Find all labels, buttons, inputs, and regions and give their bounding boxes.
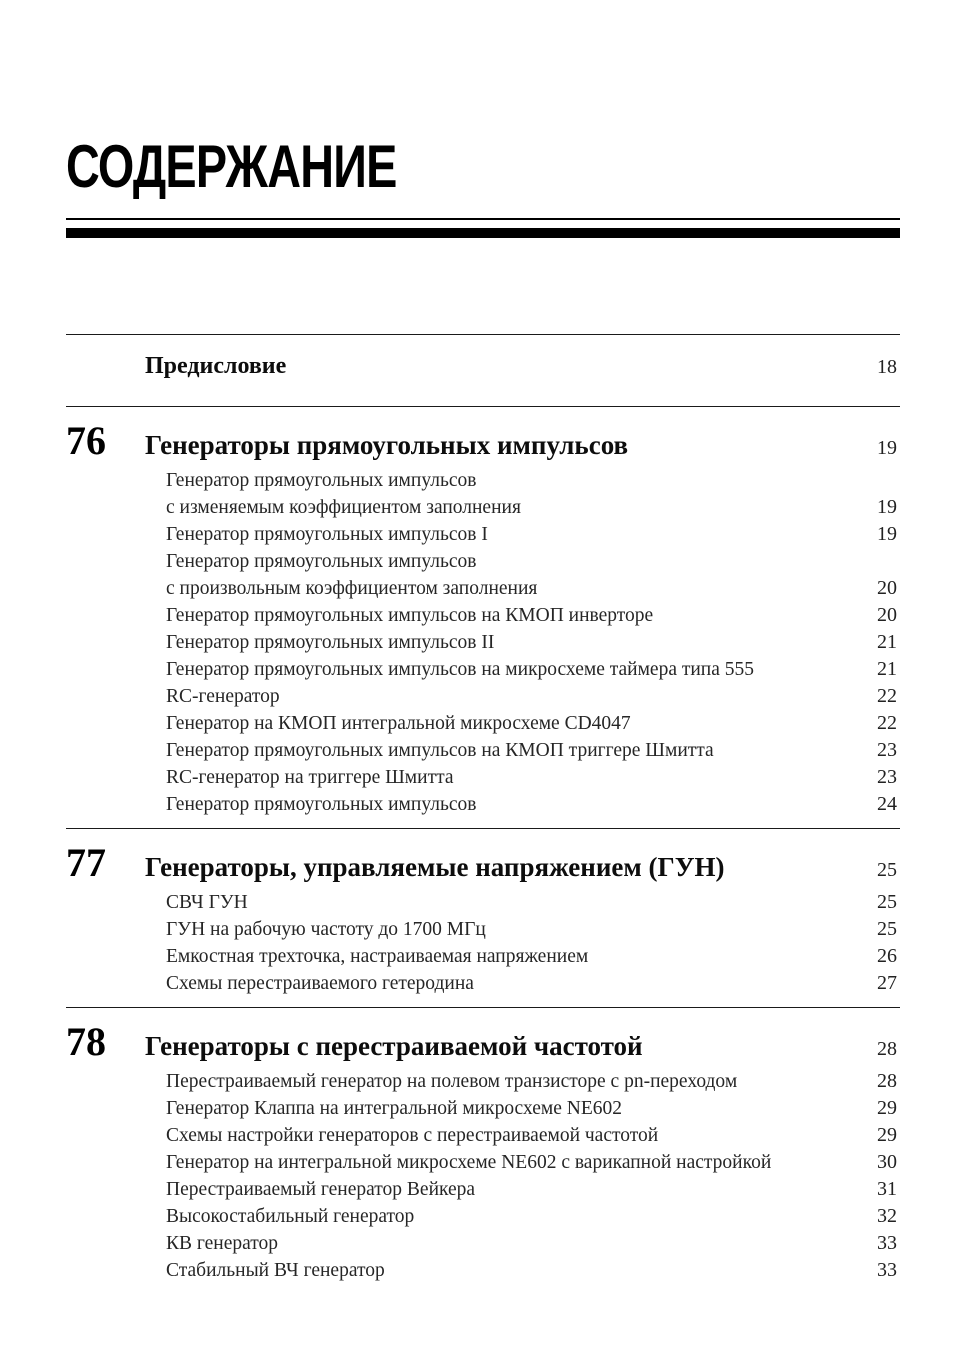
title-rule-thin-line xyxy=(66,218,900,220)
chapter-number: 76 xyxy=(66,418,106,463)
chapter-heading-row xyxy=(66,841,900,889)
chapter-section xyxy=(66,1007,900,1294)
chapter-heading-row xyxy=(66,419,900,467)
toc-entry-page-number: 24 xyxy=(877,793,897,815)
chapter-page-number: 28 xyxy=(877,1038,897,1060)
toc-entry-page-number: 30 xyxy=(877,1151,897,1173)
toc-entry-title: Генератор прямоугольных импульсов xyxy=(166,470,477,491)
toc-entry-row xyxy=(66,656,900,683)
toc-entry-row xyxy=(66,710,900,737)
toc-entry-row xyxy=(66,1257,900,1284)
toc-entry-page-number: 29 xyxy=(877,1097,897,1119)
toc-entry-title: Генератор прямоугольных импульсов на КМОП триггере Шмитта xyxy=(166,740,714,761)
toc-entry-title: Генератор прямоугольных импульсов на микросхеме таймера типа 555 xyxy=(166,659,755,680)
toc-entry-page-number: 32 xyxy=(877,1205,897,1227)
toc-entry-row xyxy=(66,494,900,521)
toc-entry-page-number: 29 xyxy=(877,1124,897,1146)
toc-entry-row xyxy=(66,764,900,791)
chapter-number: 78 xyxy=(66,1019,106,1064)
toc-entry-row xyxy=(66,467,900,494)
preface-title: Предисловие xyxy=(145,353,287,379)
toc-entry-row xyxy=(66,1230,900,1257)
toc-entry-title: RC-генератор xyxy=(166,686,280,707)
page-title: СОДЕРЖАНИЕ xyxy=(66,133,397,200)
toc-entry-page-number: 19 xyxy=(877,523,897,545)
preface-row xyxy=(66,334,900,406)
title-rule xyxy=(66,218,900,238)
toc-entry-title: с изменяемым коэффициентом заполнения xyxy=(166,497,521,518)
toc-entry-row xyxy=(66,1095,900,1122)
toc-entry-row xyxy=(66,548,900,575)
chapter-section xyxy=(66,406,900,828)
toc-entry-title: Схемы перестраиваемого гетеродина xyxy=(166,973,474,994)
toc-entry-page-number: 19 xyxy=(877,496,897,518)
chapter-title: Генераторы с перестраиваемой частотой xyxy=(145,1031,643,1061)
toc-entry-row xyxy=(66,575,900,602)
toc-entry-row xyxy=(66,791,900,818)
toc-entry-row xyxy=(66,737,900,764)
toc-entry-row xyxy=(66,1068,900,1095)
chapter-page-number: 25 xyxy=(877,859,897,881)
toc-entry-row xyxy=(66,916,900,943)
toc-entry-title: ГУН на рабочую частоту до 1700 МГц xyxy=(166,919,486,940)
toc-entry-row xyxy=(66,970,900,997)
toc-entry-row xyxy=(66,683,900,710)
chapter-heading-row xyxy=(66,1020,900,1068)
toc-entry-page-number: 23 xyxy=(877,739,897,761)
toc-entry-title: СВЧ ГУН xyxy=(166,892,248,913)
chapters xyxy=(66,406,900,1294)
toc-entry-title: Генератор прямоугольных импульсов xyxy=(166,551,477,572)
toc-entry-title: Генератор прямоугольных импульсов I xyxy=(166,524,488,545)
toc-entry-title: Генератор прямоугольных импульсов на КМОП инверторе xyxy=(166,605,654,626)
toc-entry-page-number: 33 xyxy=(877,1259,897,1281)
toc-entry-row xyxy=(66,1203,900,1230)
toc-entry-title: Генератор прямоугольных импульсов xyxy=(166,794,477,815)
toc-entry-title: Генератор на КМОП интегральной микросхеме CD4047 xyxy=(166,713,631,734)
toc-entry-row xyxy=(66,1149,900,1176)
toc-entry-title: Схемы настройки генераторов с перестраиваемой частотой xyxy=(166,1125,659,1146)
toc-entry-title: Генератор прямоугольных импульсов II xyxy=(166,632,495,653)
toc-entry-page-number: 22 xyxy=(877,712,897,734)
toc-entry-title: Перестраиваемый генератор Вейкера xyxy=(166,1179,476,1200)
toc-entry-page-number: 27 xyxy=(877,972,897,994)
toc-entry-title: RC-генератор на триггере Шмитта xyxy=(166,767,454,788)
title-rule-thick-line xyxy=(66,228,900,238)
toc-entry-page-number: 26 xyxy=(877,945,897,967)
toc-entry-page-number: 21 xyxy=(877,631,897,653)
toc-entry-row xyxy=(66,943,900,970)
toc-entry-title: Емкостная трехточка, настраиваемая напряжением xyxy=(166,946,589,967)
toc-entry-page-number: 33 xyxy=(877,1232,897,1254)
toc-entry-page-number: 22 xyxy=(877,685,897,707)
toc-entry-page-number: 25 xyxy=(877,891,897,913)
toc-entry-page-number: 31 xyxy=(877,1178,897,1200)
preface-page-number: 18 xyxy=(877,356,897,378)
chapter-page-number: 19 xyxy=(877,437,897,459)
chapter-title: Генераторы, управляемые напряжением (ГУН) xyxy=(145,852,725,882)
toc-entry-page-number: 21 xyxy=(877,658,897,680)
toc-entry-page-number: 23 xyxy=(877,766,897,788)
toc-entry-title: с произвольным коэффициентом заполнения xyxy=(166,578,538,599)
toc-entry-title: КВ генератор xyxy=(166,1233,279,1254)
toc-entry-page-number: 20 xyxy=(877,577,897,599)
toc-entry-page-number: 25 xyxy=(877,918,897,940)
toc-entry-title: Генератор на интегральной микросхеме NE602 с варикапной настройкой xyxy=(166,1152,772,1173)
toc-entry-title: Перестраиваемый генератор на полевом транзисторе с pn-переходом xyxy=(166,1071,738,1092)
toc-entry-title: Стабильный ВЧ генератор xyxy=(166,1260,385,1281)
toc-entry-row xyxy=(66,889,900,916)
table-of-contents xyxy=(66,334,900,1294)
toc-entry-title: Генератор Клаппа на интегральной микросхеме NE602 xyxy=(166,1098,622,1119)
toc-entry-row xyxy=(66,629,900,656)
toc-entry-title: Высокостабильный генератор xyxy=(166,1206,415,1227)
toc-entry-row xyxy=(66,521,900,548)
toc-entry-row xyxy=(66,1176,900,1203)
toc-entry-row xyxy=(66,1122,900,1149)
chapter-section xyxy=(66,828,900,1007)
chapter-title: Генераторы прямоугольных импульсов xyxy=(145,430,629,460)
toc-entry-page-number: 28 xyxy=(877,1070,897,1092)
toc-entry-row xyxy=(66,602,900,629)
toc-entry-page-number: 20 xyxy=(877,604,897,626)
chapter-number: 77 xyxy=(66,840,106,885)
